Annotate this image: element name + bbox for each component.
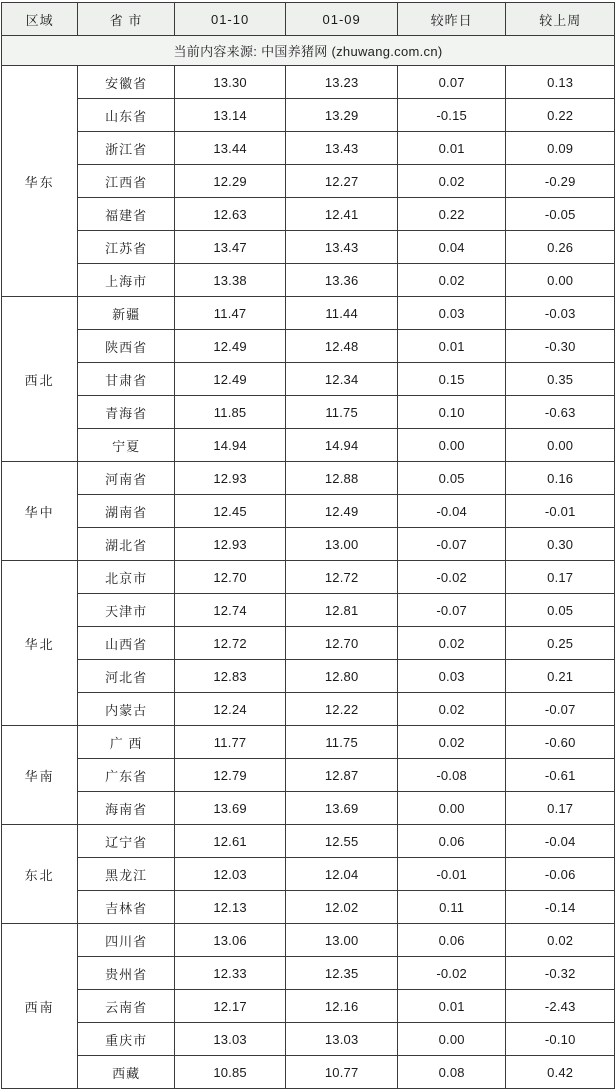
price-prev-cell: 12.41: [286, 198, 398, 231]
change-week-cell: -0.10: [506, 1023, 615, 1056]
table-row: [2, 627, 615, 660]
price-prev-cell: 13.00: [286, 924, 398, 957]
price-today-cell: 12.03: [174, 858, 286, 891]
price-prev-cell: 13.29: [286, 99, 398, 132]
change-day-cell: 0.01: [397, 990, 506, 1023]
change-day-cell: 0.07: [397, 66, 506, 99]
table-row: [2, 693, 615, 726]
price-prev-cell: 13.43: [286, 132, 398, 165]
source-note: 当前内容来源: 中国养猪网 (zhuwang.com.cn): [2, 36, 615, 66]
province-cell: 江苏省: [78, 231, 174, 264]
price-prev-cell: 13.03: [286, 1023, 398, 1056]
price-today-cell: 12.61: [174, 825, 286, 858]
table-row: [2, 66, 615, 99]
table-row: [2, 990, 615, 1023]
province-cell: 山东省: [78, 99, 174, 132]
price-today-cell: 12.17: [174, 990, 286, 1023]
price-today-cell: 13.30: [174, 66, 286, 99]
pig-price-table: [1, 2, 615, 1089]
price-prev-cell: 12.72: [286, 561, 398, 594]
change-day-cell: 0.02: [397, 165, 506, 198]
province-cell: 四川省: [78, 924, 174, 957]
price-prev-cell: 12.16: [286, 990, 398, 1023]
province-cell: 内蒙古: [78, 693, 174, 726]
province-cell: 贵州省: [78, 957, 174, 990]
price-today-cell: 12.83: [174, 660, 286, 693]
change-week-cell: 0.02: [506, 924, 615, 957]
header-row: [2, 3, 615, 36]
change-day-cell: -0.07: [397, 594, 506, 627]
table-row: [2, 957, 615, 990]
table-header: [2, 3, 615, 36]
table-row: [2, 759, 615, 792]
table-row: [2, 198, 615, 231]
region-cell: 西北: [2, 297, 78, 462]
col-header-date-today: 01-10: [174, 3, 286, 36]
price-today-cell: 13.44: [174, 132, 286, 165]
province-cell: 天津市: [78, 594, 174, 627]
price-today-cell: 12.70: [174, 561, 286, 594]
table-row: [2, 132, 615, 165]
price-prev-cell: 14.94: [286, 429, 398, 462]
col-header-change-week: 较上周: [506, 3, 615, 36]
change-day-cell: 0.06: [397, 825, 506, 858]
price-prev-cell: 13.43: [286, 231, 398, 264]
table-row: [2, 231, 615, 264]
province-cell: 安徽省: [78, 66, 174, 99]
price-prev-cell: 12.70: [286, 627, 398, 660]
province-cell: 海南省: [78, 792, 174, 825]
change-week-cell: -0.32: [506, 957, 615, 990]
price-today-cell: 13.38: [174, 264, 286, 297]
change-week-cell: 0.30: [506, 528, 615, 561]
price-prev-cell: 12.22: [286, 693, 398, 726]
change-week-cell: 0.13: [506, 66, 615, 99]
change-day-cell: 0.22: [397, 198, 506, 231]
region-cell: 华南: [2, 726, 78, 825]
change-week-cell: -0.06: [506, 858, 615, 891]
source-note-row: [2, 36, 615, 66]
price-prev-cell: 12.81: [286, 594, 398, 627]
price-prev-cell: 12.48: [286, 330, 398, 363]
province-cell: 北京市: [78, 561, 174, 594]
price-today-cell: 12.24: [174, 693, 286, 726]
price-prev-cell: 12.87: [286, 759, 398, 792]
table-row: [2, 660, 615, 693]
price-today-cell: 12.49: [174, 363, 286, 396]
price-today-cell: 12.13: [174, 891, 286, 924]
province-cell: 江西省: [78, 165, 174, 198]
province-cell: 河南省: [78, 462, 174, 495]
province-cell: 重庆市: [78, 1023, 174, 1056]
table-row: [2, 858, 615, 891]
change-day-cell: -0.02: [397, 561, 506, 594]
table-row: [2, 99, 615, 132]
change-day-cell: 0.02: [397, 264, 506, 297]
province-cell: 甘肃省: [78, 363, 174, 396]
price-prev-cell: 11.44: [286, 297, 398, 330]
change-day-cell: -0.07: [397, 528, 506, 561]
province-cell: 山西省: [78, 627, 174, 660]
col-header-region: 区域: [2, 3, 78, 36]
price-today-cell: 13.06: [174, 924, 286, 957]
table-row: [2, 561, 615, 594]
change-day-cell: 0.00: [397, 429, 506, 462]
change-week-cell: -0.04: [506, 825, 615, 858]
price-today-cell: 12.72: [174, 627, 286, 660]
price-prev-cell: 12.88: [286, 462, 398, 495]
price-today-cell: 12.93: [174, 462, 286, 495]
change-day-cell: 0.10: [397, 396, 506, 429]
change-week-cell: -0.30: [506, 330, 615, 363]
change-week-cell: -0.60: [506, 726, 615, 759]
change-day-cell: 0.06: [397, 924, 506, 957]
change-week-cell: 0.17: [506, 792, 615, 825]
change-week-cell: -2.43: [506, 990, 615, 1023]
table-row: [2, 429, 615, 462]
price-prev-cell: 13.23: [286, 66, 398, 99]
change-day-cell: 0.01: [397, 132, 506, 165]
table-row: [2, 165, 615, 198]
province-cell: 黑龙江: [78, 858, 174, 891]
price-prev-cell: 12.49: [286, 495, 398, 528]
table-row: [2, 726, 615, 759]
change-day-cell: -0.02: [397, 957, 506, 990]
price-today-cell: 12.63: [174, 198, 286, 231]
price-today-cell: 12.93: [174, 528, 286, 561]
price-today-cell: 11.47: [174, 297, 286, 330]
change-week-cell: 0.26: [506, 231, 615, 264]
change-day-cell: 0.03: [397, 297, 506, 330]
price-prev-cell: 13.00: [286, 528, 398, 561]
change-day-cell: 0.00: [397, 1023, 506, 1056]
change-day-cell: 0.11: [397, 891, 506, 924]
change-day-cell: -0.01: [397, 858, 506, 891]
change-week-cell: -0.01: [506, 495, 615, 528]
change-week-cell: 0.35: [506, 363, 615, 396]
table-row: [2, 396, 615, 429]
price-today-cell: 13.03: [174, 1023, 286, 1056]
province-cell: 浙江省: [78, 132, 174, 165]
change-week-cell: 0.42: [506, 1056, 615, 1089]
province-cell: 吉林省: [78, 891, 174, 924]
price-today-cell: 11.77: [174, 726, 286, 759]
price-today-cell: 10.85: [174, 1056, 286, 1089]
change-week-cell: -0.61: [506, 759, 615, 792]
change-day-cell: 0.02: [397, 726, 506, 759]
price-prev-cell: 12.55: [286, 825, 398, 858]
price-prev-cell: 11.75: [286, 726, 398, 759]
change-day-cell: 0.02: [397, 693, 506, 726]
change-week-cell: -0.29: [506, 165, 615, 198]
region-cell: 东北: [2, 825, 78, 924]
table-row: [2, 825, 615, 858]
table-row: [2, 528, 615, 561]
province-cell: 河北省: [78, 660, 174, 693]
table-row: [2, 891, 615, 924]
region-cell: 西南: [2, 924, 78, 1089]
price-today-cell: 12.49: [174, 330, 286, 363]
price-prev-cell: 11.75: [286, 396, 398, 429]
change-day-cell: 0.08: [397, 1056, 506, 1089]
price-prev-cell: 13.69: [286, 792, 398, 825]
province-cell: 陕西省: [78, 330, 174, 363]
change-day-cell: 0.03: [397, 660, 506, 693]
price-today-cell: 12.45: [174, 495, 286, 528]
price-prev-cell: 12.04: [286, 858, 398, 891]
table-row: [2, 1056, 615, 1089]
province-cell: 广 西: [78, 726, 174, 759]
province-cell: 宁夏: [78, 429, 174, 462]
table-row: [2, 792, 615, 825]
province-cell: 青海省: [78, 396, 174, 429]
price-prev-cell: 10.77: [286, 1056, 398, 1089]
change-day-cell: 0.04: [397, 231, 506, 264]
change-week-cell: 0.22: [506, 99, 615, 132]
price-today-cell: 14.94: [174, 429, 286, 462]
price-prev-cell: 12.34: [286, 363, 398, 396]
price-prev-cell: 12.80: [286, 660, 398, 693]
price-today-cell: 13.14: [174, 99, 286, 132]
change-day-cell: 0.02: [397, 627, 506, 660]
table-row: [2, 363, 615, 396]
change-week-cell: 0.00: [506, 429, 615, 462]
table-row: [2, 330, 615, 363]
change-day-cell: 0.15: [397, 363, 506, 396]
price-today-cell: 12.33: [174, 957, 286, 990]
table-row: [2, 297, 615, 330]
price-today-cell: 13.47: [174, 231, 286, 264]
province-cell: 新疆: [78, 297, 174, 330]
change-week-cell: -0.07: [506, 693, 615, 726]
price-prev-cell: 12.35: [286, 957, 398, 990]
change-week-cell: 0.16: [506, 462, 615, 495]
change-week-cell: 0.21: [506, 660, 615, 693]
change-week-cell: 0.00: [506, 264, 615, 297]
change-week-cell: 0.17: [506, 561, 615, 594]
change-week-cell: 0.25: [506, 627, 615, 660]
change-week-cell: 0.09: [506, 132, 615, 165]
province-cell: 福建省: [78, 198, 174, 231]
col-header-date-prev: 01-09: [286, 3, 398, 36]
province-cell: 广东省: [78, 759, 174, 792]
col-header-change-day: 较昨日: [397, 3, 506, 36]
change-week-cell: 0.05: [506, 594, 615, 627]
province-cell: 湖南省: [78, 495, 174, 528]
province-cell: 云南省: [78, 990, 174, 1023]
province-cell: 西藏: [78, 1056, 174, 1089]
price-today-cell: 13.69: [174, 792, 286, 825]
price-today-cell: 11.85: [174, 396, 286, 429]
region-cell: 华北: [2, 561, 78, 726]
table-row: [2, 1023, 615, 1056]
table-body: [2, 36, 615, 1089]
change-day-cell: 0.00: [397, 792, 506, 825]
table-row: [2, 924, 615, 957]
table-row: [2, 594, 615, 627]
region-cell: 华东: [2, 66, 78, 297]
change-week-cell: -0.05: [506, 198, 615, 231]
price-today-cell: 12.74: [174, 594, 286, 627]
change-week-cell: -0.14: [506, 891, 615, 924]
change-day-cell: -0.15: [397, 99, 506, 132]
col-header-province: 省 市: [78, 3, 174, 36]
table-row: [2, 495, 615, 528]
region-cell: 华中: [2, 462, 78, 561]
table-row: [2, 462, 615, 495]
price-today-cell: 12.29: [174, 165, 286, 198]
province-cell: 上海市: [78, 264, 174, 297]
price-today-cell: 12.79: [174, 759, 286, 792]
province-cell: 辽宁省: [78, 825, 174, 858]
change-day-cell: -0.08: [397, 759, 506, 792]
change-day-cell: 0.05: [397, 462, 506, 495]
change-day-cell: 0.01: [397, 330, 506, 363]
change-day-cell: -0.04: [397, 495, 506, 528]
price-prev-cell: 12.02: [286, 891, 398, 924]
change-week-cell: -0.03: [506, 297, 615, 330]
change-week-cell: -0.63: [506, 396, 615, 429]
price-prev-cell: 12.27: [286, 165, 398, 198]
province-cell: 湖北省: [78, 528, 174, 561]
table-row: [2, 264, 615, 297]
price-prev-cell: 13.36: [286, 264, 398, 297]
